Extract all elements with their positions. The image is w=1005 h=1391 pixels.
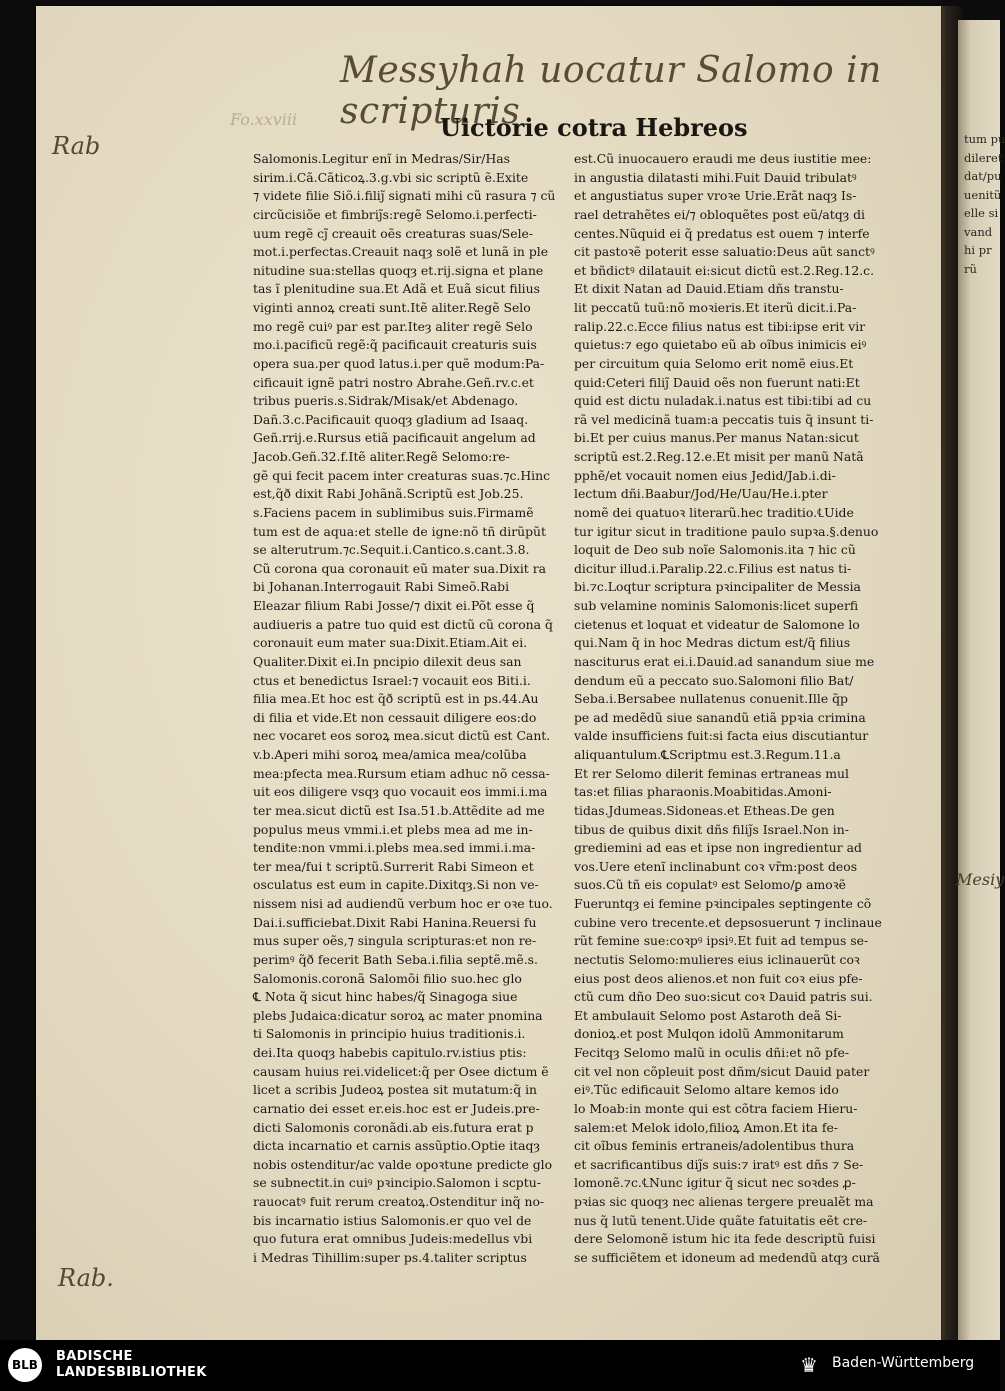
library-name-line2: LANDESBIBLIOTHEK bbox=[56, 1365, 207, 1380]
facing-page-text bbox=[964, 130, 1004, 278]
text-line: eius post deos alienos.et non fuit coꝛ eius pfe- bbox=[574, 970, 863, 986]
text-line: quid:Ceteri filiȷ̃ Dauid oẽs non fuerunt nati:Et bbox=[574, 374, 860, 390]
text-line: perimꝰ q̃ð fecerit Bath Seba.i.filia septẽ.mẽ.s. bbox=[253, 951, 538, 967]
text-line: v.b.Aperi mihi soroꝝ mea/amica mea/colũba bbox=[253, 747, 527, 762]
text-line: tas:et filias pharaonis.Moabitidas.Amoni- bbox=[574, 784, 832, 800]
text-line: est.Cũ inuocauero eraudi me deus iustitie mee: bbox=[574, 151, 872, 166]
text-line: lectum dñi.Baabur/Jod/He/Uau/He.i.pter bbox=[574, 486, 828, 502]
text-line: et bñdictꝰ dilatauit ei:sicut dictũ est.2.Reg.12.c. bbox=[574, 262, 875, 278]
text-line: audiueris a patre tuo quid est dictũ cũ corona q̃ bbox=[253, 616, 553, 632]
text-line: rã vel medicinã tuam:a peccatis tuis q̃ insunt ti- bbox=[574, 411, 874, 427]
text-line: cietenus et loquat et videatur de Salomone lo bbox=[574, 616, 860, 632]
text-line: vand bbox=[964, 224, 993, 239]
text-line: dicta incarnatio et carnis assũptio.Optie itaqȝ bbox=[253, 1138, 540, 1154]
text-line: Seba.i.Bersabee nullatenus conuenit.Ille q̃p bbox=[574, 691, 848, 707]
text-line: lit peccatũ tuũ:nõ moꝛieris.Et iterũ dicit.i.Pa- bbox=[574, 300, 857, 315]
text-line: Dai.i.sufficiebat.Dixit Rabi Hanina.Reuersi fu bbox=[253, 914, 537, 930]
text-line: tum est de aqua:et stelle de igne:nõ tñ dirũpũt bbox=[253, 523, 546, 539]
text-line: Jacob.Geñ.32.f.Itẽ aliter.Regẽ Selomo:re- bbox=[253, 449, 510, 464]
text-line: Et dixit Natan ad Dauid.Etiam dñs transtu- bbox=[574, 281, 844, 297]
text-line: ⁊ videte filie Siõ.i.filiȷ̃ signati mihi cũ rasura ⁊ cũ bbox=[253, 188, 556, 204]
text-line: mus super oẽs,⁊ singula scripturas:et non re- bbox=[253, 933, 537, 949]
text-line: quo futura erat omnibus Judeis:medellus vbi bbox=[253, 1231, 533, 1247]
page-title: Uictorie cotra Hebreos bbox=[440, 113, 748, 142]
margin-note-bottom: Rab. bbox=[58, 1264, 114, 1292]
text-line: plebs Judaica:dicatur soroꝝ ac mater pnomina bbox=[253, 1007, 543, 1023]
text-line: sirim.i.Cã.Cãticoꝝ.3.g.vbi sic scriptũ ẽ.Exite bbox=[253, 169, 529, 185]
text-line: dei.Ita quoqȝ habebis capitulo.rv.istius ptis: bbox=[253, 1045, 527, 1060]
text-line: quietus:⁊ ego quietabo eũ ab oĩbus inimicis eiꝰ bbox=[574, 337, 867, 353]
text-line: per circuitum quia Selomo erit nomẽ eius.Et bbox=[574, 355, 854, 371]
text-line: est,q̃ð dixit Rabi Johãnã.Scriptũ est Job.25. bbox=[253, 486, 524, 502]
text-line: pe ad medẽdũ siue sanandũ etiã ppꝛia crimina bbox=[574, 709, 866, 725]
text-line: cit vel non cõpleuit post dñm/sicut Dauid pater bbox=[574, 1063, 870, 1079]
text-line: nus q̃ lutũ tenent.Uide quãte fatuitatis eẽt cre- bbox=[574, 1212, 868, 1228]
text-line: bi.Et per cuius manus.Per manus Natan:sicut bbox=[574, 430, 859, 446]
text-line: uit eos diligere vsqȝ quo vocauit eos immi.i.ma bbox=[253, 784, 548, 800]
text-line: mea:pfecta mea.Rursum etiam adhuc nõ cessa- bbox=[253, 765, 550, 781]
margin-note-right: Mesiy bbox=[956, 870, 1005, 889]
text-line: opera sua.per quod latus.i.per quẽ modum:Pa- bbox=[253, 355, 545, 371]
text-line: mo.i.pacificũ regẽ:q̃ pacificauit creaturis suis bbox=[253, 337, 537, 353]
text-line: bi Johanan.Interrogauit Rabi Simeõ.Rabi bbox=[253, 579, 510, 595]
text-line: ℄ Nota q̃ sicut hinc habes/q̃ Sinagoga siue bbox=[253, 989, 518, 1005]
text-line: uum regẽ cȷ̃ creauit oẽs creaturas suas/Sele- bbox=[253, 225, 534, 241]
text-line: nobis ostenditur/ac valde opoꝛtune predicte glo bbox=[253, 1156, 553, 1172]
text-line: populus meus vmmi.i.et plebs mea ad me in- bbox=[253, 821, 533, 837]
text-line: elle si bbox=[964, 206, 999, 220]
text-line: lo Moab:in monte qui est cõtra faciem Hieru- bbox=[574, 1100, 858, 1116]
text-line: Et ambulauit Selomo post Astaroth deã Si- bbox=[574, 1007, 842, 1023]
text-line: ralip.22.c.Ecce filius natus est tibi:ipse erit vir bbox=[574, 318, 866, 334]
text-line: coronauit eum mater sua:Dixit.Etiam.Ait ei. bbox=[253, 635, 528, 651]
text-line: se sufficiẽtem et idoneum ad medendũ atqȝ curã bbox=[574, 1249, 880, 1265]
text-column-left bbox=[253, 150, 569, 1268]
text-line: pphẽ/et vocauit nomen eius Jedid/Jab.i.di- bbox=[574, 467, 836, 483]
text-line: nissem nisi ad audiendũ verbum hoc er oꝛe tuo. bbox=[253, 896, 553, 911]
text-line: di filia et vide.Et non cessauit diligere eos:do bbox=[253, 709, 537, 725]
text-line: scriptũ est.2.Reg.12.e.Et misit per manũ Natã bbox=[574, 449, 864, 464]
text-line: tur igitur sicut in traditione paulo supꝛa.§.denuo bbox=[574, 523, 879, 539]
text-line: dere Selomonẽ istum hic ita fede descriptũ fuisi bbox=[574, 1231, 876, 1247]
text-line: suos.Cũ tñ eis copulatꝰ est Selomo/ꝑ amoꝛẽ bbox=[574, 877, 846, 893]
text-line: pꝛias sic quoqȝ nec alienas tergere preualẽt ma bbox=[574, 1194, 874, 1209]
text-line: tibus de quibus dixit dñs filiȷ̃s Israel.Non in- bbox=[574, 821, 849, 837]
text-line: viginti annoꝝ creati sunt.Itẽ aliter.Regẽ Selo bbox=[253, 300, 531, 315]
manuscript-note: Messyhah uocatur Salomo in scripturis bbox=[340, 50, 882, 132]
text-line: qui.Nam q̃ in hoc Medras dictum est/q̃ filius bbox=[574, 635, 851, 651]
text-line: gẽ qui fecit pacem inter creaturas suas.⁊c.Hinc bbox=[253, 467, 551, 483]
text-line: bis incarnatio istius Salomonis.er quo vel de bbox=[253, 1212, 532, 1228]
text-line: Qualiter.Dixit ei.In pncipio dilexit deus san bbox=[253, 653, 522, 669]
text-line: causam huius rei.videlicet:q̃ per Osee dictum ẽ bbox=[253, 1063, 549, 1079]
text-line: hi pr bbox=[964, 243, 992, 257]
text-line: ter mea/fui t scriptũ.Surrerit Rabi Simeon et bbox=[253, 858, 534, 874]
text-line: aliquantulum.℄Scriptmu est.3.Regum.11.a bbox=[574, 747, 841, 762]
text-line: vos.Uere etenĩ inclinabunt coꝛ vr̃m:post deos bbox=[574, 858, 858, 874]
text-line: dendum eũ a peccato suo.Salomoni filio Bat/ bbox=[574, 672, 854, 688]
text-line: dicitur illud.i.Paralip.22.c.Filius est natus ti- bbox=[574, 560, 852, 576]
text-line: centes.Nũquid ei q̃ predatus est ouem ⁊ interfe bbox=[574, 225, 870, 241]
text-line: dicti Salomonis coronãdi.ab eis.futura erat p bbox=[253, 1119, 534, 1135]
facing-page-edge bbox=[958, 20, 1005, 1340]
margin-note-top: Rab bbox=[52, 132, 101, 160]
text-line: dat/pu bbox=[964, 169, 1002, 183]
text-line: circũcisiõe et fimbriȷ̃s:regẽ Selomo.i.perfecti- bbox=[253, 206, 537, 222]
text-column-right bbox=[574, 150, 890, 1268]
text-line: Geñ.rrij.e.Rursus etiã pacificauit angelum ad bbox=[253, 430, 536, 446]
text-line: nasciturus erat ei.i.Dauid.ad sanandum siue me bbox=[574, 653, 875, 669]
text-line: cubine vero trecente.et depsosuerunt ⁊ inclinaue bbox=[574, 914, 882, 930]
blb-logo[interactable]: BLB bbox=[8, 1348, 42, 1382]
text-line: Fueruntqȝ ei femine pꝛincipales septingente cõ bbox=[574, 896, 872, 911]
text-line: Cũ corona qua coronauit eũ mater sua.Dixit ra bbox=[253, 560, 547, 576]
text-line: sub velamine nominis Salomonis:licet superfi bbox=[574, 598, 859, 613]
text-line: loquit de Deo sub noĩe Salomonis.ita ⁊ hic cũ bbox=[574, 542, 856, 558]
text-line: s.Faciens pacem in sublimibus suis.Firmamẽ bbox=[253, 504, 534, 520]
text-line: tum pu bbox=[964, 132, 1005, 146]
text-line: cit oĩbus feminis ertraneis/adolentibus thura bbox=[574, 1138, 855, 1154]
text-line: mot.i.perfectas.Creauit naqȝ solẽ et lunã in ple bbox=[253, 244, 549, 260]
text-line: cit pastoꝛẽ poterit esse saluatio:Deus aũt sanctꝰ bbox=[574, 244, 875, 260]
text-line: nitudine sua:stellas quoqȝ et.rij.signa et plane bbox=[253, 262, 544, 278]
text-line: in angustia dilatasti mihi.Fuit Dauid tribulatꝰ bbox=[574, 169, 857, 185]
text-line: Salomonis.Legitur enĩ in Medras/Sir/Has bbox=[253, 151, 511, 166]
text-line: se subnectit.in cuiꝰ pꝛincipio.Salomon i scptu- bbox=[253, 1175, 541, 1191]
library-name bbox=[56, 1349, 207, 1381]
state-name[interactable]: Baden-Württemberg bbox=[832, 1355, 975, 1371]
text-line: mo regẽ cuiꝰ par est par.Iteȝ aliter regẽ Selo bbox=[253, 318, 533, 334]
text-line: eiꝰ.Tũc edificauit Selomo altare kemos ido bbox=[574, 1082, 839, 1098]
text-line: Et rer Selomo dilerit feminas ertraneas mul bbox=[574, 765, 849, 781]
text-line: Fecitqȝ Selomo malũ in oculis dñi:et nõ pfe- bbox=[574, 1045, 850, 1060]
text-line: nectutis Selomo:mulieres eius iclinauerũt coꝛ bbox=[574, 951, 860, 967]
text-line: salem:et Melok idolo,filioꝝ Amon.Et ita fe- bbox=[574, 1119, 838, 1135]
text-line: tendite:non vmmi.i.plebs mea.sed immi.i.ma- bbox=[253, 840, 536, 856]
text-line: donioꝝ.et post Mulqon idolũ Ammonitarum bbox=[574, 1026, 844, 1042]
text-line: ctus et benedictus Israel:⁊ vocauit eos Biti.i. bbox=[253, 672, 531, 688]
text-line: ter mea.sicut dictũ est Isa.51.b.Attẽdite ad me bbox=[253, 802, 545, 818]
text-line: uenitũ bbox=[964, 187, 1002, 202]
text-line: tribus pueris.s.Sidrak/Misak/et Abdenago. bbox=[253, 393, 519, 409]
text-line: grediemini ad eas et ipse non ingredientur ad bbox=[574, 840, 862, 856]
text-line: rauocatꝰ fuit rerum creatoꝝ.Ostenditur inq̃ no- bbox=[253, 1194, 545, 1209]
text-line: licet a scribis Judeoꝝ postea sit mutatum:q̃ in bbox=[253, 1082, 538, 1098]
text-line: et sacrificantibus diȷ̃s suis:⁊ iratꝰ est dñs ⁊ Se- bbox=[574, 1156, 864, 1172]
text-line: rũt femine sue:coꝛpꝰ ipsiꝰ.Et fuit ad tempus se- bbox=[574, 933, 869, 949]
text-line: filia mea.Et hoc est q̃ð scriptũ est in ps.44.Au bbox=[253, 691, 539, 707]
text-line: tidas.Jdumeas.Sidoneas.et Etheas.De gen bbox=[574, 802, 835, 818]
text-line: quid est dictu nuladak.i.natus est tibi:tibi ad cu bbox=[574, 393, 872, 409]
text-line: bi.⁊c.Loqtur scriptura pꝛincipaliter de Messia bbox=[574, 579, 861, 595]
text-line: et angustiatus super vroꝛe Urie.Erãt naqȝ Is- bbox=[574, 188, 857, 204]
text-line: i Medras Tihillim:super ps.4.taliter scriptus bbox=[253, 1249, 527, 1265]
text-line: Eleazar filium Rabi Josse/⁊ dixit ei.Põt esse q̃ bbox=[253, 598, 535, 613]
text-line: ctũ cum dño Deo suo:sicut coꝛ Dauid patris sui. bbox=[574, 989, 873, 1005]
text-line: ti Salomonis in principio huius traditionis.i. bbox=[253, 1026, 526, 1042]
text-line: nomẽ dei quatuoꝛ literarũ.hec traditio.℄Uide bbox=[574, 504, 854, 520]
text-line: lomonẽ.⁊c.℄Nunc igitur q̃ sicut nec soꝛdes ꝓ- bbox=[574, 1175, 856, 1191]
lions-crest-icon: ♛ bbox=[800, 1353, 818, 1377]
text-line: cificauit ignẽ patri nostro Abrahe.Geñ.rv.c.et bbox=[253, 374, 534, 390]
text-line: se alterutrum.⁊c.Sequit.i.Cantico.s.cant.3.8. bbox=[253, 542, 530, 558]
footer-bar bbox=[0, 1340, 1000, 1391]
text-line: carnatio dei esset er.eis.hoc est er Judeis.pre- bbox=[253, 1100, 540, 1116]
text-line: tas ĩ plenitudine sua.Et Adã et Euã sicut filius bbox=[253, 281, 540, 297]
text-line: nec vocaret eos soroꝝ mea.sicut dictũ est Cant. bbox=[253, 728, 551, 744]
text-line: Dañ.3.c.Pacificauit quoqȝ gladium ad Isaaq. bbox=[253, 411, 529, 427]
text-line: valde insufficiens fuit:si facta eius discutiantur bbox=[574, 728, 869, 744]
library-name-line1: BADISCHE bbox=[56, 1349, 133, 1364]
text-line: osculatus est eum in capite.Dixitqȝ.Si non ve- bbox=[253, 877, 539, 893]
text-line: rael detrahẽtes ei/⁊ obloquẽtes post eũ/atqȝ di bbox=[574, 206, 866, 222]
text-line: rũ bbox=[964, 261, 977, 276]
text-line: dileret bbox=[964, 150, 1003, 165]
text-line: Salomonis.coronã Salomõi filio suo.hec glo bbox=[253, 970, 522, 986]
running-head: Fo.xxviii bbox=[230, 110, 298, 129]
